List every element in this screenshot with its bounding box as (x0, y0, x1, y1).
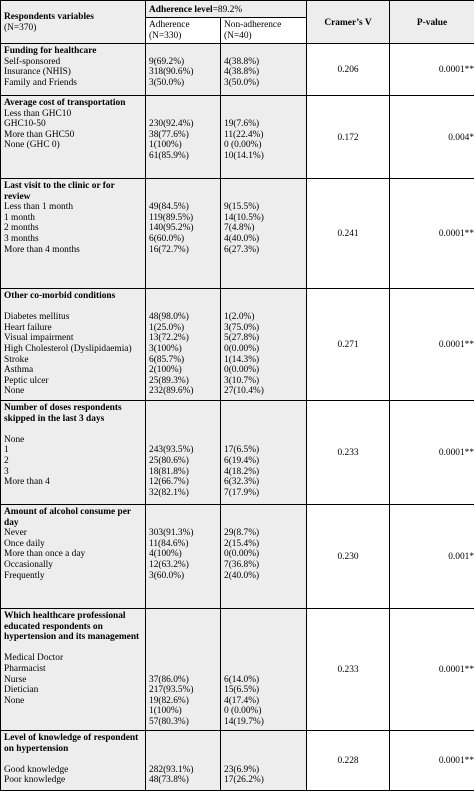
p-value-value: 0.0001** (390, 289, 474, 401)
adherence-value: 4(100%) (149, 549, 217, 560)
cramers-v-value: 0.233 (307, 609, 390, 731)
nonadherence-cell (221, 731, 307, 791)
section-row (1, 401, 474, 505)
nonadherence-value: 9(15.5%) (224, 202, 303, 213)
category-label: Dietician (4, 685, 142, 696)
cramers-v-value: 0.228 (307, 731, 390, 791)
adherence-value: 32(82.1%) (149, 488, 217, 499)
nonadherence-value: 4(18.2%) (224, 467, 303, 478)
adherence-value: 1(100%) (149, 706, 217, 717)
adherence-value: 318(90.6%) (149, 67, 217, 78)
section-title: Funding for healthcare (4, 46, 142, 57)
nonadherence-cell (221, 179, 307, 289)
category-label: Once daily (4, 539, 142, 550)
adherence-header (146, 18, 221, 44)
nonadherence-value: 6(14.0%) (224, 675, 303, 686)
nonadherence-header (221, 18, 307, 44)
adherence-value: 18(81.8%) (149, 467, 217, 478)
nonadherence-value: 2(40.0%) (224, 571, 303, 582)
respondents-variables-title: Respondents variables (4, 12, 142, 23)
adherence-value: 2(100%) (149, 365, 217, 376)
section-title: Average cost of transportation (4, 98, 142, 109)
nonadherence-value: 7(17.9%) (224, 488, 303, 499)
cramers-v-value: 0.233 (307, 401, 390, 505)
adherence-cell (146, 179, 221, 289)
nonadherence-value: 6(32.3%) (224, 477, 303, 488)
category-label: Occasionally (4, 560, 142, 571)
category-label: 1 month (4, 213, 142, 224)
category-label: More than GHC50 (4, 130, 142, 141)
adherence-value: 3(60.0%) (149, 571, 217, 582)
category-label: Insurance (NHIS) (4, 67, 142, 78)
category-label: Frequently (4, 571, 142, 582)
nonadherence-value: 2(15.4%) (224, 539, 303, 550)
nonadherence-value: 23(6.9%) (224, 765, 303, 776)
variable-cell (1, 505, 146, 609)
adherence-title: Adherence (149, 20, 217, 31)
nonadherence-value: 3(50.0%) (224, 78, 303, 89)
nonadherence-cell (221, 505, 307, 609)
nonadherence-value: 7(36.8%) (224, 560, 303, 571)
adherence-value: 25(89.3%) (149, 376, 217, 387)
adherence-level-label: Adherence level (149, 5, 213, 15)
nonadherence-value: 1(2.0%) (224, 312, 303, 323)
nonadherence-value: 0 (0.00%) (224, 706, 303, 717)
variable-cell (1, 179, 146, 289)
category-label: 3 (4, 467, 142, 478)
nonadherence-value: 17(26.2%) (224, 775, 303, 786)
p-value-value: 0.0001** (390, 179, 474, 289)
category-label: Less than 1 month (4, 202, 142, 213)
adherence-value: 217(93.5%) (149, 685, 217, 696)
respondents-n: (N=370) (4, 23, 142, 34)
section-title: Which healthcare professional educated respondents on hypertension and its management (4, 611, 142, 643)
adherence-value: 38(77.6%) (149, 130, 217, 141)
adherence-value: 25(80.6%) (149, 456, 217, 467)
nonadherence-cell (221, 401, 307, 505)
category-label: Diabetes mellitus (4, 312, 142, 323)
variable-cell (1, 289, 146, 401)
cramers-v-value: 0.241 (307, 179, 390, 289)
category-label: Medical Doctor (4, 653, 142, 664)
adherence-value: 37(86.0%) (149, 675, 217, 686)
section-row (1, 505, 474, 609)
nonadherence-value: 3(75.0%) (224, 323, 303, 334)
adherence-cell (146, 609, 221, 731)
adherence-value: 48(98.0%) (149, 312, 217, 323)
adherence-value: 282(93.1%) (149, 765, 217, 776)
section-row (1, 731, 474, 791)
p-value-value: 0.0001** (390, 401, 474, 505)
nonadherence-title: Non-adherence (224, 20, 303, 31)
adherence-value: 57(80.3%) (149, 717, 217, 728)
p-value-value: 0.001* (390, 505, 474, 609)
category-label: Pharmacist (4, 664, 142, 675)
category-label: Good knowledge (4, 765, 142, 776)
adherence-value: 16(72.7%) (149, 245, 217, 256)
adherence-level-value: =89.2% (213, 5, 243, 15)
nonadherence-n: (N=40) (224, 31, 303, 42)
adherence-value: 12(63.2%) (149, 560, 217, 571)
adherence-value: 49(84.5%) (149, 202, 217, 213)
adherence-cell (146, 731, 221, 791)
adherence-value: 303(91.3%) (149, 528, 217, 539)
adherence-value: 12(66.7%) (149, 477, 217, 488)
cramers-v-header: Cramer’s V (307, 1, 390, 44)
nonadherence-value: 4(38.8%) (224, 67, 303, 78)
nonadherence-cell (221, 609, 307, 731)
category-label: Visual impairment (4, 333, 142, 344)
p-value-header: P-value (390, 1, 474, 44)
category-label: GHC10-50 (4, 119, 142, 130)
table-body (1, 44, 474, 791)
adherence-cell (146, 289, 221, 401)
adherence-cell (146, 505, 221, 609)
category-label: Self-sponsored (4, 57, 142, 68)
nonadherence-value: 4(17.4%) (224, 696, 303, 707)
category-label: 2 months (4, 223, 142, 234)
nonadherence-value: 0(0.00%) (224, 344, 303, 355)
category-label: Poor knowledge (4, 775, 142, 786)
category-label: High Cholesterol (Dyslipidaemia) (4, 344, 142, 355)
adherence-value: 19(82.6%) (149, 696, 217, 707)
nonadherence-cell (221, 44, 307, 96)
category-label: 2 (4, 456, 142, 467)
nonadherence-value: 10(14.1%) (224, 151, 303, 162)
category-label: Family and Friends (4, 78, 142, 89)
nonadherence-value: 0(0.00%) (224, 365, 303, 376)
adherence-value: 1(100%) (149, 140, 217, 151)
respondents-variables-header (1, 1, 146, 44)
p-value-value: 0.0001** (390, 609, 474, 731)
adherence-value: 232(89.6%) (149, 386, 217, 397)
cramers-v-value: 0.172 (307, 96, 390, 179)
nonadherence-value: 19(7.6%) (224, 119, 303, 130)
cramers-v-value: 0.206 (307, 44, 390, 96)
nonadherence-value: 4(40.0%) (224, 234, 303, 245)
adherence-value: 9(69.2%) (149, 57, 217, 68)
adherence-value: 3(50.0%) (149, 78, 217, 89)
adherence-value: 119(89.5%) (149, 213, 217, 224)
adherence-value: 48(73.8%) (149, 775, 217, 786)
variable-cell (1, 609, 146, 731)
category-label: 3 months (4, 234, 142, 245)
variable-cell (1, 44, 146, 96)
category-label: Stroke (4, 355, 142, 366)
category-label: More than 4 months (4, 245, 142, 256)
section-row (1, 44, 474, 96)
adherence-n: (N=330) (149, 31, 217, 42)
adherence-cell (146, 44, 221, 96)
adherence-value: 1(25.0%) (149, 323, 217, 334)
nonadherence-value: 4(38.8%) (224, 57, 303, 68)
nonadherence-cell (221, 96, 307, 179)
section-row (1, 179, 474, 289)
section-title: Amount of alcohol consume per day (4, 507, 142, 528)
category-label: Asthma (4, 365, 142, 376)
nonadherence-value: 0 (0.00%) (224, 140, 303, 151)
variable-cell (1, 96, 146, 179)
nonadherence-value: 1(14.3%) (224, 355, 303, 366)
category-label: Less than GHC10 (4, 109, 142, 120)
category-label: More than once a day (4, 549, 142, 560)
cramers-v-value: 0.230 (307, 505, 390, 609)
category-label: Never (4, 528, 142, 539)
category-label: Heart failure (4, 323, 142, 334)
adherence-value: 243(93.5%) (149, 445, 217, 456)
nonadherence-value: 27(10.4%) (224, 386, 303, 397)
section-row (1, 289, 474, 401)
section-row (1, 96, 474, 179)
adherence-value: 140(95.2%) (149, 223, 217, 234)
adherence-cell (146, 401, 221, 505)
category-label: None (4, 435, 142, 446)
category-label: None (GHC 0) (4, 140, 142, 151)
category-label: Peptic ulcer (4, 376, 142, 387)
adherence-value: 13(72.2%) (149, 333, 217, 344)
p-value-value: 0.0001** (390, 44, 474, 96)
nonadherence-value: 11(22.4%) (224, 130, 303, 141)
nonadherence-value: 7(4.8%) (224, 223, 303, 234)
cramers-v-value: 0.271 (307, 289, 390, 401)
adherence-value: 6(85.7%) (149, 355, 217, 366)
category-label: None (4, 696, 142, 707)
category-label: More than 4 (4, 477, 142, 488)
section-title: Number of doses respondents skipped in the last 3 days (4, 403, 142, 424)
nonadherence-value: 5(27.8%) (224, 333, 303, 344)
adherence-level-header (146, 1, 307, 18)
adherence-value: 3(100%) (149, 344, 217, 355)
nonadherence-value: 14(19.7%) (224, 717, 303, 728)
section-title: Level of knowledge of respondent on hypertension (4, 733, 142, 754)
nonadherence-value: 3(10.7%) (224, 376, 303, 387)
adherence-cell (146, 96, 221, 179)
section-title: Last visit to the clinic or for review (4, 181, 142, 202)
adherence-value: 6(60.0%) (149, 234, 217, 245)
variable-cell (1, 731, 146, 791)
p-value-value: 0.0001** (390, 731, 474, 791)
adherence-value: 61(85.9%) (149, 151, 217, 162)
category-label: None (4, 386, 142, 397)
nonadherence-value: 15(6.5%) (224, 685, 303, 696)
nonadherence-value: 0(0.00%) (224, 549, 303, 560)
nonadherence-value: 29(8.7%) (224, 528, 303, 539)
nonadherence-cell (221, 289, 307, 401)
nonadherence-value: 6(19.4%) (224, 456, 303, 467)
adherence-value: 11(84.6%) (149, 539, 217, 550)
nonadherence-value: 6(27.3%) (224, 245, 303, 256)
adherence-value: 230(92.4%) (149, 119, 217, 130)
variable-cell (1, 401, 146, 505)
section-title: Other co-morbid conditions (4, 291, 142, 302)
nonadherence-value: 17(6.5%) (224, 445, 303, 456)
nonadherence-value: 14(10.5%) (224, 213, 303, 224)
category-label: 1 (4, 445, 142, 456)
p-value-value: 0.004* (390, 96, 474, 179)
section-row (1, 609, 474, 731)
category-label: Nurse (4, 675, 142, 686)
